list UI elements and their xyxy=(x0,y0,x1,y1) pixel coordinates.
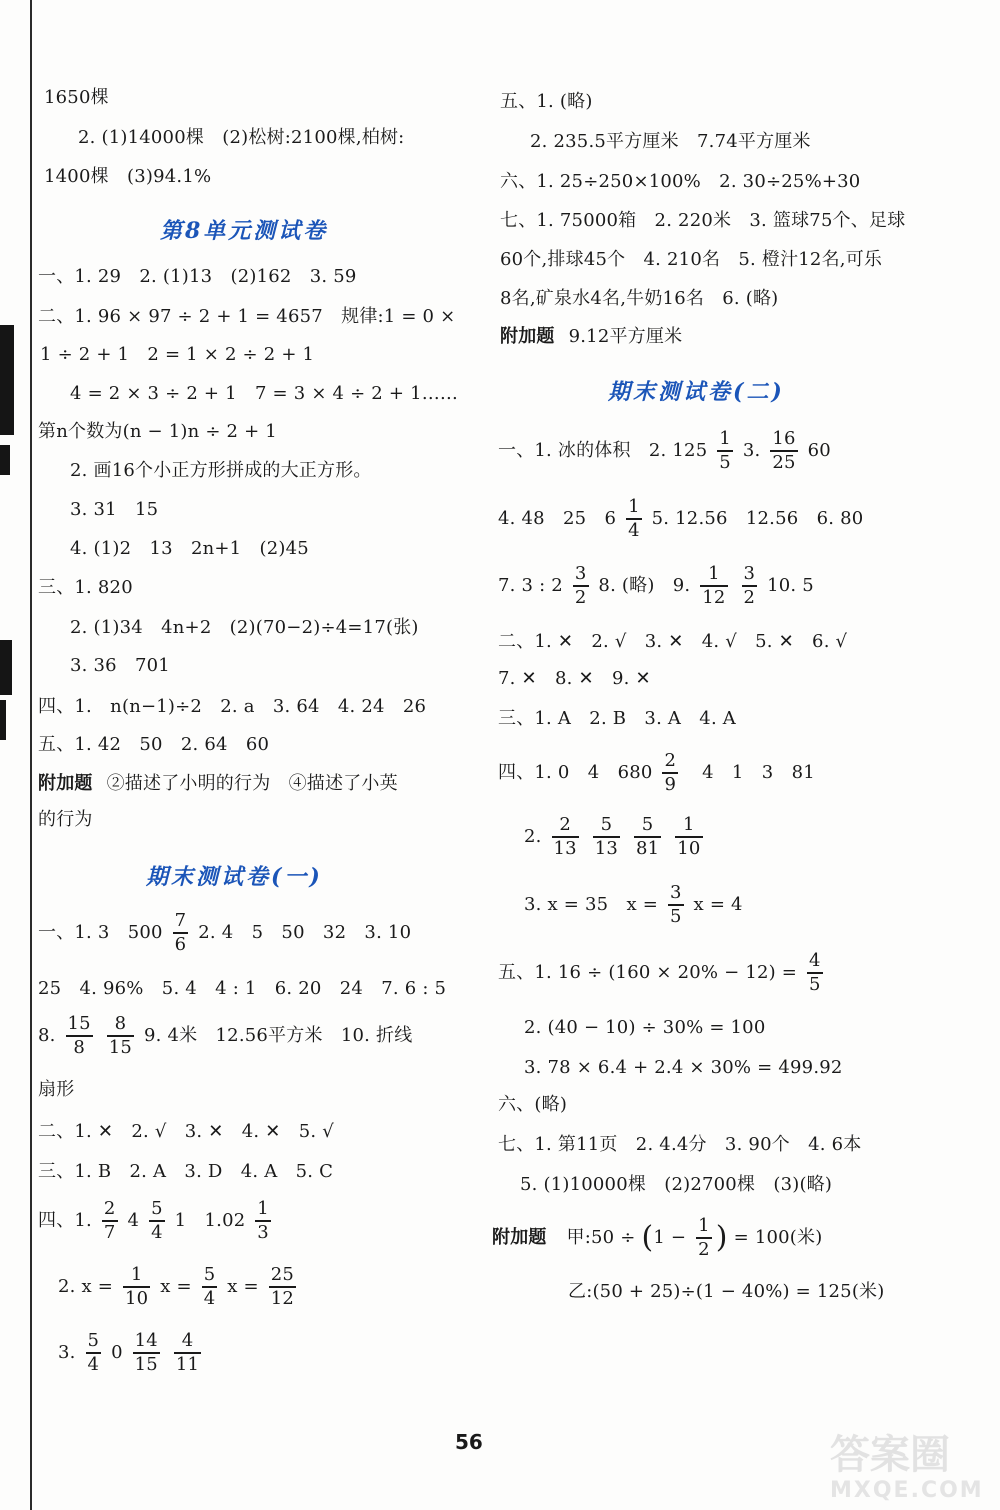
fraction: $\frac{3}{5}$ xyxy=(669,882,682,927)
fraction: $\frac{5}{4}$ xyxy=(87,1330,100,1375)
fraction: $\frac{14}{15}$ xyxy=(134,1330,158,1375)
answer-line: 扇形 xyxy=(38,1079,75,1100)
svg-text:答案圈: 答案圈 xyxy=(830,1432,950,1478)
fraction: $\frac{5}{81}$ xyxy=(635,814,660,859)
answer-text: 0 xyxy=(111,1341,123,1363)
answer-line: 二、1. 96 × 97 ÷ 2 + 1 = 4657 规律:1 = 0 × xyxy=(38,306,456,327)
answer-line: 二、1. ✕ 2. √ 3. ✕ 4. √ 5. ✕ 6. √ xyxy=(498,631,848,652)
section-title-unit8: 第8单元测试卷 xyxy=(160,218,329,244)
answer-text: 1 − xyxy=(653,1226,687,1248)
answer-text: 8. (略) 9. xyxy=(598,574,691,596)
answer-text: 五、1. 16 ÷ (160 × 20% − 12) = xyxy=(498,961,798,983)
answer-line: 8名,矿泉水4名,牛奶16名 6. (略) xyxy=(500,288,779,309)
answer-line xyxy=(38,1198,275,1244)
answer-text: x = xyxy=(160,1275,192,1297)
fraction: $\frac{16}{25}$ xyxy=(772,428,796,473)
answer-text: 四、1. 0 4 680 xyxy=(498,761,653,783)
answer-line: 2. (1)14000棵 (2)松树:2100棵,柏树: xyxy=(78,127,405,148)
fraction: $\frac{15}{8}$ xyxy=(67,1013,91,1058)
answer-line: 2. 画16个小正方形拼成的大正方形。 xyxy=(70,460,372,481)
fraction: $\frac{1}{4}$ xyxy=(628,496,640,541)
answer-text: 3. xyxy=(742,439,761,461)
answer-line: 七、1. 75000箱 2. 220米 3. 篮球75个、足球 xyxy=(500,210,906,231)
answer-line: 一、1. 29 2. (1)13 (2)162 3. 59 xyxy=(38,266,357,287)
answer-line: 三、1. B 2. A 3. D 4. A 5. C xyxy=(38,1161,334,1182)
answer-text: 4 xyxy=(127,1209,140,1231)
section-title-final2: 期末测试卷(二) xyxy=(608,379,785,405)
answer-line: 第n个数为(n − 1)n ÷ 2 + 1 xyxy=(38,421,277,442)
answer-text: 5. 12.56 12.56 6. 80 xyxy=(651,507,864,529)
fraction: $\frac{7}{6}$ xyxy=(174,910,187,955)
answer-text: 一、1. 3 500 xyxy=(38,921,163,943)
fraction: $\frac{2}{13}$ xyxy=(553,814,577,859)
fraction: $\frac{1}{10}$ xyxy=(124,1264,149,1309)
answer-line: 4. (1)2 13 2n+1 (2)45 xyxy=(70,538,309,559)
answer-text: 2. x = xyxy=(58,1275,114,1297)
answer-line: 六、1. 25÷250×100% 2. 30÷25%+30 xyxy=(500,171,861,192)
answer-text: 2. 4 5 50 32 3. 10 xyxy=(198,921,412,943)
fraction: $\frac{1}{5}$ xyxy=(719,428,731,473)
answer-line: 七、1. 第11页 2. 4.4分 3. 90个 4. 6本 xyxy=(498,1134,862,1155)
answer-line: 7. ✕ 8. ✕ 9. ✕ xyxy=(498,668,651,689)
answer-text: = 100(米) xyxy=(733,1226,823,1248)
answer-line: 1650棵 xyxy=(44,87,109,108)
fraction: $\frac{1}{2}$ xyxy=(698,1215,710,1260)
fraction: $\frac{5}{13}$ xyxy=(594,814,619,859)
answer-line: 四、1. n(n−1)÷2 2. a 3. 64 4. 24 26 xyxy=(38,696,427,717)
answer-line: 2. (40 − 10) ÷ 30% = 100 xyxy=(524,1017,766,1038)
answer-line: 六、(略) xyxy=(498,1094,568,1115)
answer-text: 7. 3 : 2 xyxy=(498,574,563,596)
answer-line: 附加题 甲:50 ÷ (1 − $\frac{1}{2}$ ) = 100(米) xyxy=(492,1215,823,1260)
answer-text: 4. 48 25 6 xyxy=(498,507,617,529)
answer-line: 5. (1)10000棵 (2)2700棵 (3)(略) xyxy=(520,1174,833,1195)
answer-line: 25 4. 96% 5. 4 4 : 1 6. 20 24 7. 6 : 5 xyxy=(38,978,447,999)
answer-line: 1400棵 (3)94.1% xyxy=(44,166,212,187)
answer-text: 3. xyxy=(58,1341,76,1363)
answer-text: x = 4 xyxy=(693,893,743,915)
answer-line xyxy=(498,950,827,996)
answer-text: 9.12平方厘米 xyxy=(568,326,683,347)
answer-text: 1 1.02 xyxy=(174,1209,246,1231)
answer-text: 8. xyxy=(38,1024,56,1046)
answer-line: 三、1. 820 xyxy=(38,577,133,598)
answer-line xyxy=(498,496,863,542)
answer-line xyxy=(38,772,398,796)
fraction: $\frac{1}{12}$ xyxy=(702,563,726,608)
fraction: $\frac{25}{12}$ xyxy=(270,1264,295,1309)
bonus-label: 附加题 xyxy=(500,326,555,347)
answer-line: 五、1. (略) xyxy=(500,91,593,112)
answer-line: 三、1. A 2. B 3. A 4. A xyxy=(498,708,737,729)
answer-line: 3. 31 15 xyxy=(70,499,159,520)
answer-line: 的行为 xyxy=(38,809,93,830)
fraction: $\frac{5}{4}$ xyxy=(203,1264,216,1309)
answer-line xyxy=(524,814,707,860)
fraction: $\frac{1}{10}$ xyxy=(677,814,701,859)
answer-text: 一、1. 冰的体积 2. 125 xyxy=(498,439,708,461)
fraction: $\frac{1}{3}$ xyxy=(257,1198,269,1243)
answer-line: 2. 235.5平方厘米 7.74平方厘米 xyxy=(530,131,811,152)
fraction: $\frac{3}{2}$ xyxy=(574,563,587,608)
answer-line: 60个,排球45个 4. 210名 5. 橙汁12名,可乐 xyxy=(500,249,883,270)
section-title-final1: 期末测试卷(一) xyxy=(146,864,323,890)
answer-text: 四、1. xyxy=(38,1209,92,1231)
fraction: $\frac{5}{4}$ xyxy=(151,1198,163,1243)
answer-text: 10. 5 xyxy=(767,574,814,596)
page-number: 56 xyxy=(455,1430,483,1454)
fraction: $\frac{8}{15}$ xyxy=(108,1013,133,1058)
answer-text: 4 1 3 81 xyxy=(702,761,815,783)
answer-line: 3. 36 701 xyxy=(70,655,170,676)
answer-text: 60 xyxy=(807,439,831,461)
answer-line: 五、1. 42 50 2. 64 60 xyxy=(38,734,270,755)
answer-text: 9. 4米 12.56平方米 10. 折线 xyxy=(143,1024,413,1046)
answer-line xyxy=(498,428,831,474)
answer-line xyxy=(500,325,682,349)
answer-line xyxy=(38,910,411,956)
fraction: $\frac{2}{7}$ xyxy=(103,1198,116,1243)
answer-line: 4 = 2 × 3 ÷ 2 + 1 7 = 3 × 4 ÷ 2 + 1…… xyxy=(70,383,459,404)
answer-line: 二、1. ✕ 2. √ 3. ✕ 4. ✕ 5. √ xyxy=(38,1121,334,1142)
fraction: $\frac{4}{11}$ xyxy=(175,1330,200,1375)
answer-line: 2. (1)34 4n+2 (2)(70−2)÷4=17(张) xyxy=(70,617,419,638)
watermark-url: MXQE.COM xyxy=(830,1478,984,1503)
answer-text: 甲:50 ÷ xyxy=(566,1226,636,1248)
answer-text: x = xyxy=(227,1275,259,1297)
answer-line xyxy=(498,750,815,796)
answer-line xyxy=(524,882,743,928)
fraction: $\frac{4}{5}$ xyxy=(809,950,821,995)
answer-line xyxy=(498,563,814,609)
answer-text: 2. xyxy=(524,825,542,847)
answer-line: 3. 78 × 6.4 + 2.4 × 30% = 499.92 xyxy=(524,1057,843,1078)
answer-line xyxy=(58,1330,205,1376)
answer-line xyxy=(38,1013,412,1059)
answer-text: 3. x = 35 x = xyxy=(524,893,659,915)
answer-line: 1 ÷ 2 + 1 2 = 1 × 2 ÷ 2 + 1 xyxy=(40,344,315,365)
fraction: $\frac{2}{9}$ xyxy=(664,750,677,795)
bonus-label: 附加题 xyxy=(38,773,93,794)
binding-edge-line xyxy=(30,0,32,1510)
bonus-label: 附加题 xyxy=(492,1226,547,1248)
answer-text: ②描述了小明的行为 ④描述了小英 xyxy=(106,773,398,794)
answer-line: 乙:(50 + 25)÷(1 − 40%) = 125(米) xyxy=(568,1281,885,1302)
fraction: $\frac{3}{2}$ xyxy=(743,563,756,608)
answer-line xyxy=(58,1264,300,1310)
